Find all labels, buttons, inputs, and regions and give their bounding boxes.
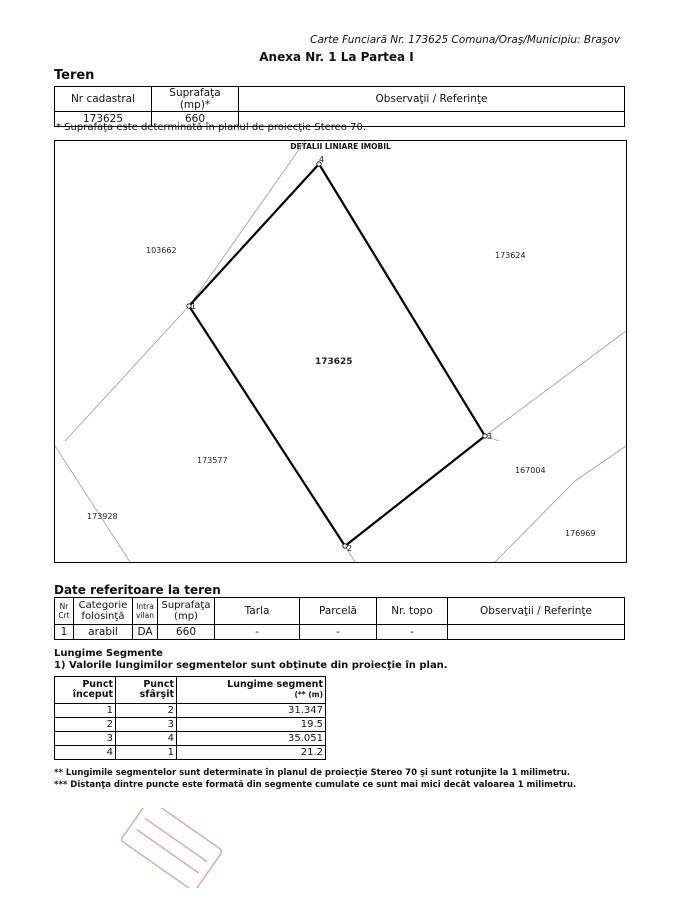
segments-subtitle: 1) Valorile lungimilor segmentelor sunt obţinute din proiecţie în plan. (54, 660, 448, 671)
segments-note-distance: *** Distanţa dintre puncte este formată din segmente cumulate ce sunt mai mici decât valoarea 1 milimetru. (54, 780, 577, 790)
cell-length: 31.347 (177, 704, 326, 718)
cell-length: 35.051 (177, 732, 326, 746)
plan-title: DETALII LINIARE IMOBIL (290, 142, 391, 151)
neighbor-boundaries (55, 141, 626, 562)
cell-suprafata-mp: 660 (158, 625, 215, 640)
col-nr-cadastral: Nr cadastral (55, 87, 152, 112)
neighbor-label-103662: 103662 (146, 246, 177, 255)
table-row (55, 704, 326, 718)
cell-start: 3 (55, 732, 116, 746)
col-categorie: Categorie folosinţă (74, 598, 133, 625)
plan-drawing (55, 141, 626, 562)
annex-title: Anexa Nr. 1 La Partea I (259, 50, 414, 64)
parcel-boundary (189, 164, 485, 546)
cell-start: 4 (55, 746, 116, 760)
point-label-3: 3 (487, 432, 493, 441)
cell-end: 3 (116, 718, 177, 732)
col-intravilan: Intra vilan (133, 598, 158, 625)
col-lungime-segment (177, 677, 326, 704)
segments-table (54, 676, 326, 760)
cell-suprafata: 660 (152, 112, 239, 127)
neighbor-label-173577: 173577 (197, 456, 228, 465)
point-label-1: 1 (191, 302, 197, 311)
cell-end: 2 (116, 704, 177, 718)
segments-title: Lungime Segmente (54, 648, 163, 659)
point-label-4: 4 (319, 155, 325, 164)
cell-nr-topo: - (377, 625, 448, 640)
land-data-title: Date referitoare la teren (54, 583, 221, 597)
table-row (55, 718, 326, 732)
cell-intravilan: DA (133, 625, 158, 640)
col-suprafata: Suprafaţa (mp)* (152, 87, 239, 112)
col-suprafata-mp: Suprafaţa (mp) (158, 598, 215, 625)
col-lungime-unit: (** (m) (294, 690, 323, 699)
point-label-2: 2 (347, 544, 353, 553)
neighbor-label-176969: 176969 (565, 529, 596, 538)
col-nr-crt: Nr Crt (55, 598, 74, 625)
cell-start: 1 (55, 704, 116, 718)
col-tarla: Tarla (215, 598, 300, 625)
cell-tarla: - (215, 625, 300, 640)
surface-note: * Suprafaţa este determinată în planul de proiecţie Stereo 70. (56, 122, 367, 133)
conformity-stamp-icon (110, 808, 230, 888)
col-nr-topo: Nr. topo (377, 598, 448, 625)
col-punct-sfarsit: Punct sfârşit (116, 677, 177, 704)
cell-end: 4 (116, 732, 177, 746)
col-punct-inceput: Punct început (55, 677, 116, 704)
neighbor-label-167004: 167004 (515, 466, 546, 475)
neighbor-label-173624: 173624 (495, 251, 526, 260)
cell-nr-crt: 1 (55, 625, 74, 640)
col-lungime-label: Lungime segment (227, 679, 323, 690)
col-parcela: Parcelă (300, 598, 377, 625)
parcel-label: 173625 (315, 357, 353, 367)
cell-end: 1 (116, 746, 177, 760)
cell-observatii-referinte (448, 625, 625, 640)
land-data-table (54, 597, 625, 640)
section-title-teren: Teren (54, 68, 95, 83)
col-observatii: Observaţii / Referinţe (239, 87, 625, 112)
cell-start: 2 (55, 718, 116, 732)
cell-nr-cadastral: 173625 (55, 112, 152, 127)
cell-categorie: arabil (74, 625, 133, 640)
registry-header: Carte Funciară Nr. 173625 Comuna/Oraş/Municipiu: Braşov (310, 34, 620, 46)
segments-note-rounding: ** Lungimile segmentelor sunt determinate în planul de proiecţie Stereo 70 şi sunt rotunjite la 1 milimetru. (54, 768, 571, 778)
cell-length: 19.5 (177, 718, 326, 732)
cell-parcela: - (300, 625, 377, 640)
col-observatii-referinte: Observaţii / Referinţe (448, 598, 625, 625)
parcel-plan (54, 140, 627, 563)
neighbor-label-173928: 173928 (87, 512, 118, 521)
cell-length: 21.2 (177, 746, 326, 760)
table-row (55, 746, 326, 760)
land-table (54, 86, 625, 127)
table-row (55, 732, 326, 746)
